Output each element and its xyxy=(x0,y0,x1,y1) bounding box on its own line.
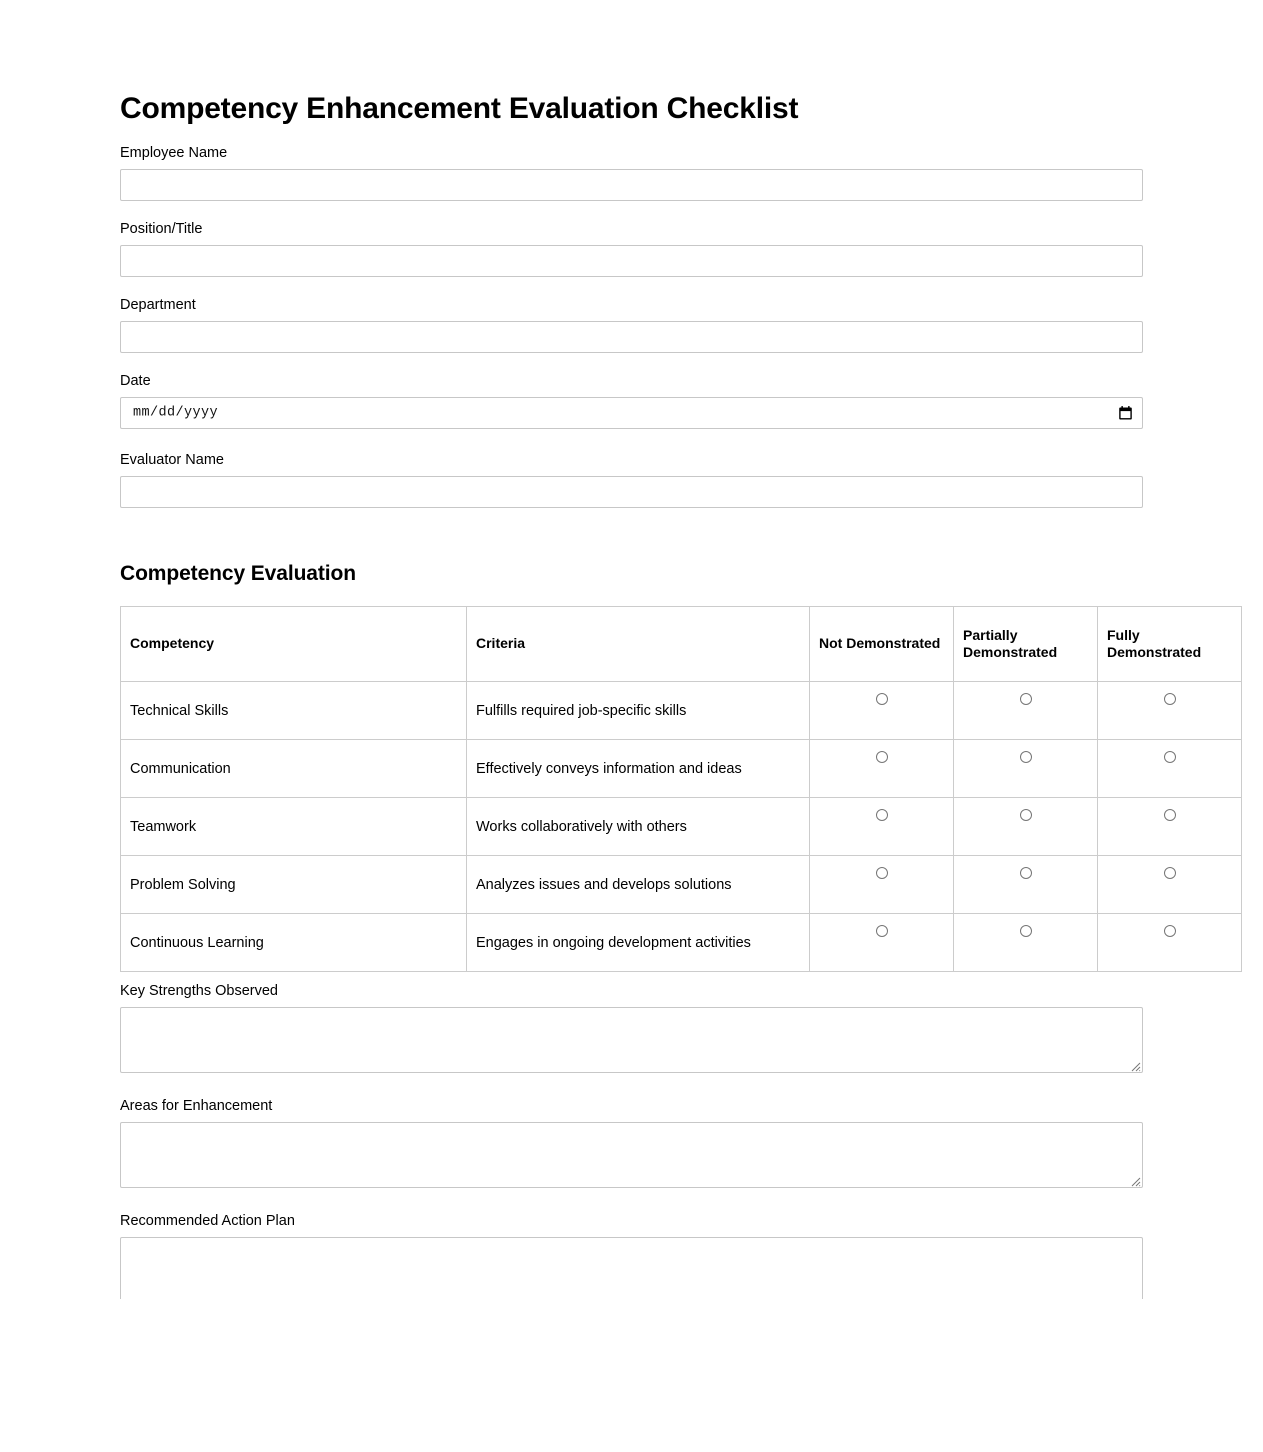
radio-not-demonstrated[interactable] xyxy=(876,693,888,705)
table-row xyxy=(121,798,1242,856)
cell-partially-demonstrated xyxy=(954,682,1098,740)
table-header-row xyxy=(121,607,1242,682)
cell-partially-demonstrated xyxy=(954,798,1098,856)
areas-enhancement-textarea-wrap xyxy=(120,1122,1143,1188)
radio-partially-demonstrated[interactable] xyxy=(1020,751,1032,763)
column-header-fully-demonstrated: Fully Demonstrated xyxy=(1098,607,1242,682)
column-header-criteria: Criteria xyxy=(467,607,810,682)
cell-competency: Continuous Learning xyxy=(121,914,467,972)
radio-partially-demonstrated[interactable] xyxy=(1020,809,1032,821)
column-header-competency: Competency xyxy=(121,607,467,682)
date-placeholder-text: mm/dd/yyyy xyxy=(133,405,219,421)
field-areas-for-enhancement xyxy=(120,1097,1143,1188)
field-label-key-strengths-observed: Key Strengths Observed xyxy=(120,983,278,999)
competency-evaluation-table xyxy=(120,606,1242,972)
field-label-evaluator-name: Evaluator Name xyxy=(120,452,224,468)
areas-enhancement-textarea[interactable] xyxy=(120,1122,1143,1188)
radio-partially-demonstrated[interactable] xyxy=(1020,867,1032,879)
radio-not-demonstrated[interactable] xyxy=(876,751,888,763)
field-label-position-title: Position/Title xyxy=(120,221,203,237)
cell-not-demonstrated xyxy=(810,798,954,856)
cell-not-demonstrated xyxy=(810,740,954,798)
field-label-department: Department xyxy=(120,297,196,313)
cell-not-demonstrated xyxy=(810,856,954,914)
cell-partially-demonstrated xyxy=(954,914,1098,972)
radio-partially-demonstrated[interactable] xyxy=(1020,693,1032,705)
radio-not-demonstrated[interactable] xyxy=(876,925,888,937)
radio-fully-demonstrated[interactable] xyxy=(1164,809,1176,821)
page-title: Competency Enhancement Evaluation Checklist xyxy=(120,92,799,125)
field-key-strengths-observed xyxy=(120,982,1143,1073)
cell-criteria: Analyzes issues and develops solutions xyxy=(467,856,810,914)
cell-competency: Technical Skills xyxy=(121,682,467,740)
employee-name-input[interactable] xyxy=(120,169,1143,201)
field-label-date: Date xyxy=(120,373,151,389)
viewport-bottom-clip xyxy=(0,1299,1263,1452)
table-row xyxy=(121,914,1242,972)
cell-criteria: Fulfills required job-specific skills xyxy=(467,682,810,740)
field-position-title xyxy=(120,220,1143,277)
cell-criteria: Works collaboratively with others xyxy=(467,798,810,856)
table-head xyxy=(121,607,1242,682)
table-row xyxy=(121,856,1242,914)
key-strengths-textarea-wrap xyxy=(120,1007,1143,1073)
recommended-action-plan-textarea-wrap xyxy=(120,1237,1143,1303)
cell-competency: Communication xyxy=(121,740,467,798)
calendar-icon[interactable] xyxy=(1118,406,1133,421)
cell-fully-demonstrated xyxy=(1098,914,1242,972)
department-input[interactable] xyxy=(120,321,1143,353)
cell-fully-demonstrated xyxy=(1098,682,1242,740)
field-label-employee-name: Employee Name xyxy=(120,145,228,161)
cell-competency: Problem Solving xyxy=(121,856,467,914)
field-label-areas-for-enhancement: Areas for Enhancement xyxy=(120,1098,273,1114)
radio-not-demonstrated[interactable] xyxy=(876,867,888,879)
cell-partially-demonstrated xyxy=(954,740,1098,798)
radio-not-demonstrated[interactable] xyxy=(876,809,888,821)
cell-criteria: Effectively conveys information and ideas xyxy=(467,740,810,798)
cell-competency: Teamwork xyxy=(121,798,467,856)
cell-fully-demonstrated xyxy=(1098,798,1242,856)
cell-partially-demonstrated xyxy=(954,856,1098,914)
field-evaluator-name xyxy=(120,451,1143,508)
cell-fully-demonstrated xyxy=(1098,856,1242,914)
column-header-partially-demonstrated: Partially Demonstrated xyxy=(954,607,1098,682)
table-row xyxy=(121,740,1242,798)
radio-fully-demonstrated[interactable] xyxy=(1164,751,1176,763)
recommended-action-plan-textarea[interactable] xyxy=(120,1237,1143,1303)
field-date xyxy=(120,372,1143,429)
table-body xyxy=(121,682,1242,972)
field-recommended-action-plan xyxy=(120,1212,1143,1303)
evaluator-name-input[interactable] xyxy=(120,476,1143,508)
cell-not-demonstrated xyxy=(810,914,954,972)
radio-partially-demonstrated[interactable] xyxy=(1020,925,1032,937)
radio-fully-demonstrated[interactable] xyxy=(1164,867,1176,879)
cell-criteria: Engages in ongoing development activities xyxy=(467,914,810,972)
cell-fully-demonstrated xyxy=(1098,740,1242,798)
field-employee-name xyxy=(120,144,1143,201)
field-department xyxy=(120,296,1143,353)
table-row xyxy=(121,682,1242,740)
column-header-not-demonstrated: Not Demonstrated xyxy=(810,607,954,682)
radio-fully-demonstrated[interactable] xyxy=(1164,693,1176,705)
cell-not-demonstrated xyxy=(810,682,954,740)
field-label-recommended-action-plan: Recommended Action Plan xyxy=(120,1213,295,1229)
date-input-wrap xyxy=(120,397,1143,429)
position-title-input[interactable] xyxy=(120,245,1143,277)
radio-fully-demonstrated[interactable] xyxy=(1164,925,1176,937)
section-title-competency-evaluation: Competency Evaluation xyxy=(120,562,356,585)
date-input[interactable] xyxy=(120,397,1143,429)
competency-evaluation-table-wrap xyxy=(120,606,1242,972)
key-strengths-textarea[interactable] xyxy=(120,1007,1143,1073)
